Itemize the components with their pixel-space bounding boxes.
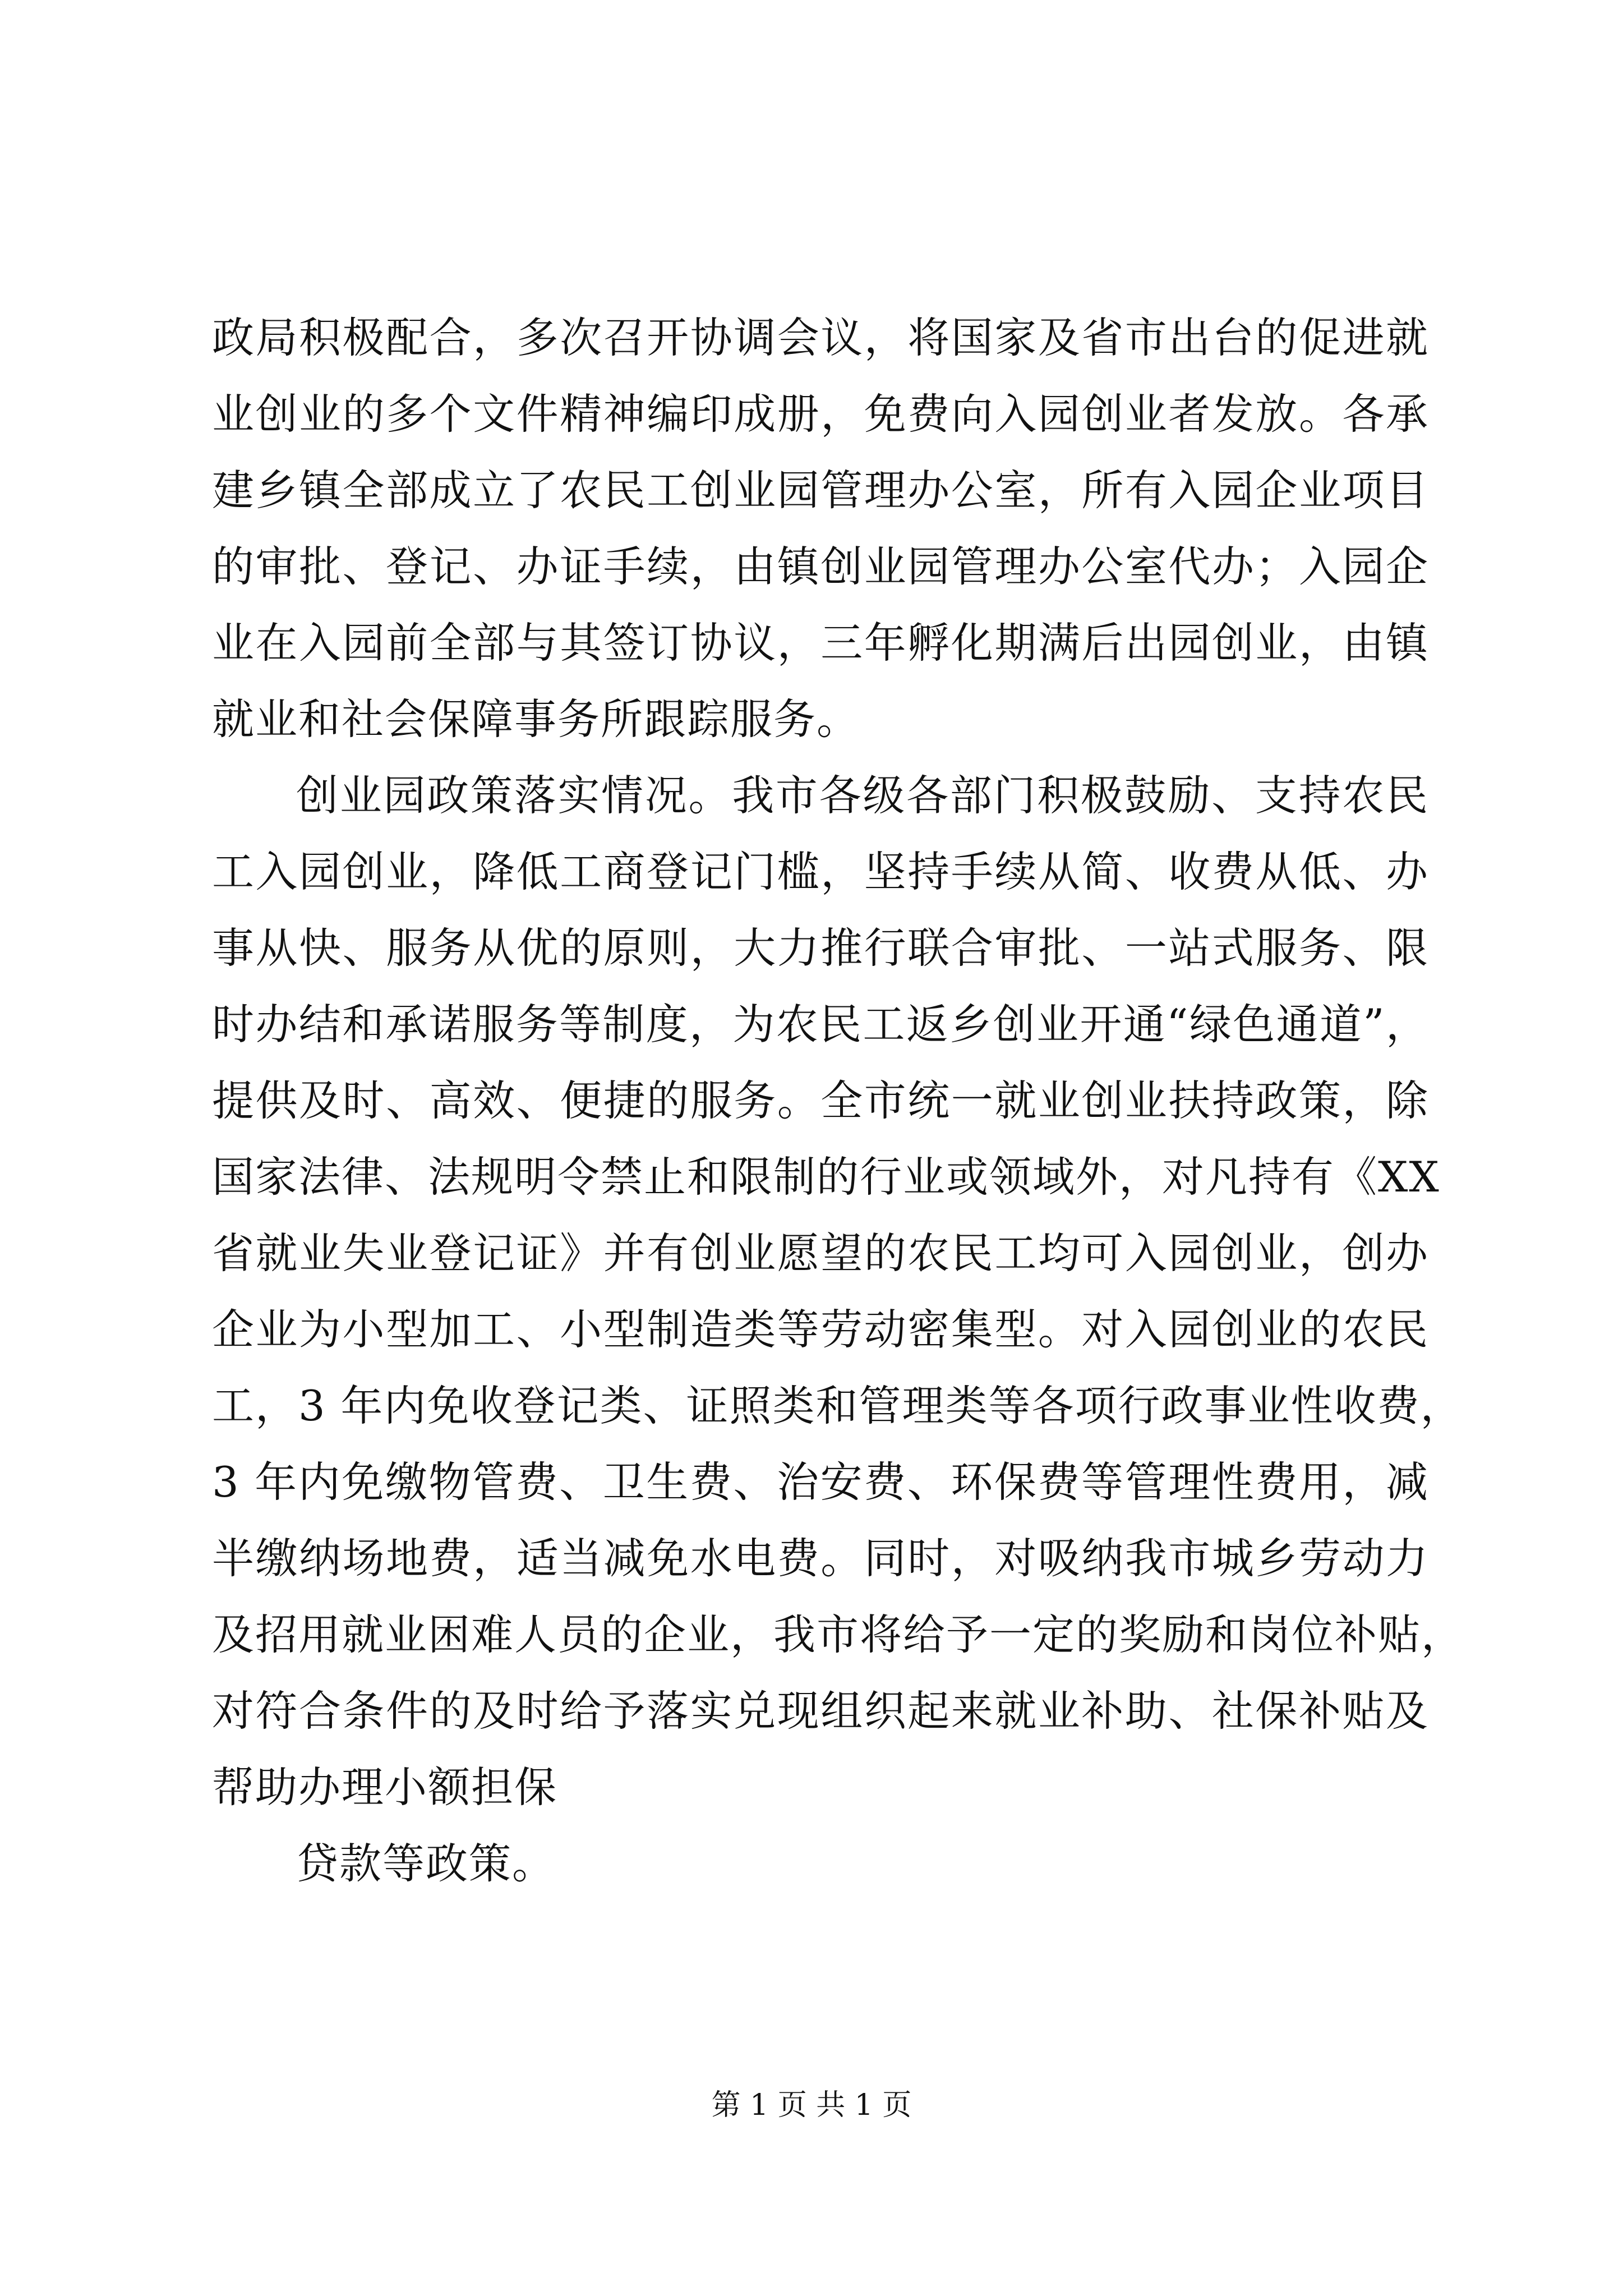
text-line: 业创业的多个文件精神编印成册，免费向入园创业者发放。各承	[212, 389, 1429, 439]
text-line: 及招用就业困难人员的企业，我市将给予一定的奖励和岗位补贴，	[212, 1610, 1465, 1659]
text-line: 贷款等政策。	[296, 1839, 556, 1888]
paragraph-2	[212, 757, 1465, 1825]
paragraph-3	[212, 1825, 1429, 1902]
text-line: 工，3 年内免收登记类、证照类和管理类等各项行政事业性收费，	[212, 1381, 1464, 1430]
text-line: 建乡镇全部成立了农民工创业园管理办公室，所有入园企业项目	[212, 466, 1429, 515]
document-body	[212, 300, 1465, 1902]
text-line: 帮助办理小额担保	[212, 1763, 558, 1812]
text-line: 业在入园前全部与其签订协议，三年孵化期满后出园创业，由镇	[212, 618, 1429, 668]
text-line: 半缴纳场地费，适当减免水电费。同时，对吸纳我市城乡劳动力	[212, 1534, 1429, 1583]
text-line: 时办结和承诺服务等制度，为农民工返乡创业开通“绿色通道”，	[212, 1000, 1429, 1049]
paragraph-1	[212, 300, 1429, 757]
text-line: 省就业失业登记证》并有创业愿望的农民工均可入园创业，创办	[212, 1228, 1429, 1278]
text-line: 创业园政策落实情况。我市各级各部门积极鼓励、支持农民	[296, 771, 1429, 820]
text-line: 3 年内免缴物管费、卫生费、治安费、环保费等管理性费用，减	[212, 1457, 1429, 1507]
text-line: 对符合条件的及时给予落实兑现组织起来就业补助、社保补贴及	[212, 1686, 1429, 1736]
text-line: 事从快、服务从优的原则，大力推行联合审批、一站式服务、限	[212, 923, 1429, 973]
text-line: 提供及时、高效、便捷的服务。全市统一就业创业扶持政策，除	[212, 1076, 1429, 1125]
text-line: 的审批、登记、办证手续，由镇创业园管理办公室代办；入园企	[212, 542, 1429, 591]
text-line: 工入园创业，降低工商登记门槛，坚持手续从简、收费从低、办	[212, 847, 1429, 896]
page-number-footer: 第 1 页 共 1 页	[711, 2088, 912, 2122]
text-line: 国家法律、法规明令禁止和限制的行业或领域外，对凡持有《XX	[212, 1152, 1440, 1202]
text-line: 企业为小型加工、小型制造类等劳动密集型。对入园创业的农民	[212, 1305, 1429, 1354]
text-line: 政局积极配合，多次召开协调会议，将国家及省市出台的促进就	[212, 313, 1429, 362]
text-line: 就业和社会保障事务所跟踪服务。	[212, 694, 860, 744]
